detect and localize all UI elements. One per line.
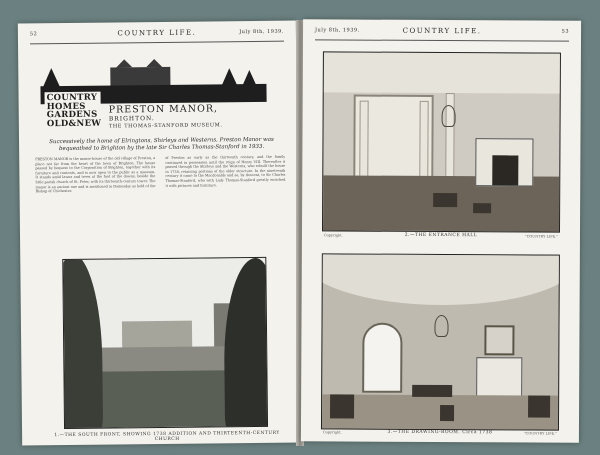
chandelier-icon	[434, 315, 448, 337]
header-rule	[315, 39, 569, 41]
article-body	[35, 155, 286, 256]
page-number: 53	[561, 28, 570, 35]
issue-date: July 8th, 1939.	[239, 28, 284, 36]
hall-stool	[473, 203, 491, 213]
armchair	[330, 394, 354, 418]
series-masthead	[40, 56, 271, 132]
article-title: PRESTON MANOR,	[108, 103, 219, 116]
column	[359, 101, 368, 183]
photo-drawing-room	[321, 253, 560, 430]
running-head	[315, 27, 569, 38]
photo-caption: 2.—THE ENTRANCE HALL	[404, 232, 478, 239]
running-title: COUNTRY LIFE.	[402, 26, 482, 36]
photo-south-front	[62, 257, 268, 429]
body-column-2: of Preston as early as the thirteenth century, and the family continued in possession until the reign of Henry VIII. Thereafter it passed through the Shirleys and the Westerns, who rebuilt the house in 1738, retaining portions of the older structure. In the nineteenth century it came to the Macdonalds and so, by descent, to Sir Charles Thomas-Stanford, who with Lady Thomas-Stanford greatly enriched it with pictures and furniture.	[165, 154, 286, 188]
chandelier-icon	[442, 105, 456, 127]
photo-caption: 3.—THE DRAWING-ROOM. Circa 1738	[387, 429, 493, 436]
armchair	[528, 395, 550, 417]
running-head	[30, 29, 284, 42]
issue-date: July 8th, 1939.	[315, 27, 360, 34]
article-subtitle: Successively the home of Elringtons, Shirleys and Westerns, Preston Manor was bequeathed to Brighton by the late Sir Charles Thomas-Stanford in 1933.	[49, 136, 274, 153]
hall-table	[433, 193, 457, 207]
page-number: 52	[29, 31, 38, 38]
article-place: BRIGHTON.	[108, 115, 155, 123]
photo-credit: Copyright.	[322, 430, 342, 435]
sofa	[412, 385, 452, 397]
photo-credit: Copyright.	[323, 233, 343, 238]
arched-window	[362, 323, 402, 393]
body-column-1: PRESTON MANOR is the manor-house of the old village of Preston, a place not far from the heart of the town of Brighton. The house passed by bequest to the Corporation of Brighton, together with its furniture and contents, and is now open to the public as a museum. It stands amid lawns and trees at the foot of the downs, beside the little parish church of St. Peter, with its thirteenth-century tower. The manor is an ancient one and is mentioned in Domesday as held of the Bishop of Chichester.	[35, 156, 156, 194]
header-rule	[30, 41, 284, 45]
article-museum: THE THOMAS-STANFORD MUSEUM.	[108, 122, 223, 130]
mirror	[484, 325, 514, 355]
mantelpiece	[476, 357, 522, 397]
photo-credit: "COUNTRY LIFE."	[525, 234, 558, 239]
photo-credit: "COUNTRY LIFE."	[524, 431, 557, 436]
photo-caption: 1.—THE SOUTH FRONT, SHOWING 1738 ADDITION AND THIRTEENTH-CENTURY CHURCH	[54, 430, 280, 443]
right-page	[301, 19, 581, 442]
fireplace	[475, 138, 533, 186]
left-page	[18, 21, 300, 446]
column	[419, 101, 428, 183]
series-words: COUNTRY HOMES GARDENS OLD&NEW	[45, 92, 101, 131]
running-title: COUNTRY LIFE.	[117, 28, 197, 38]
photo-entrance-hall	[322, 51, 561, 232]
side-table	[440, 405, 454, 421]
